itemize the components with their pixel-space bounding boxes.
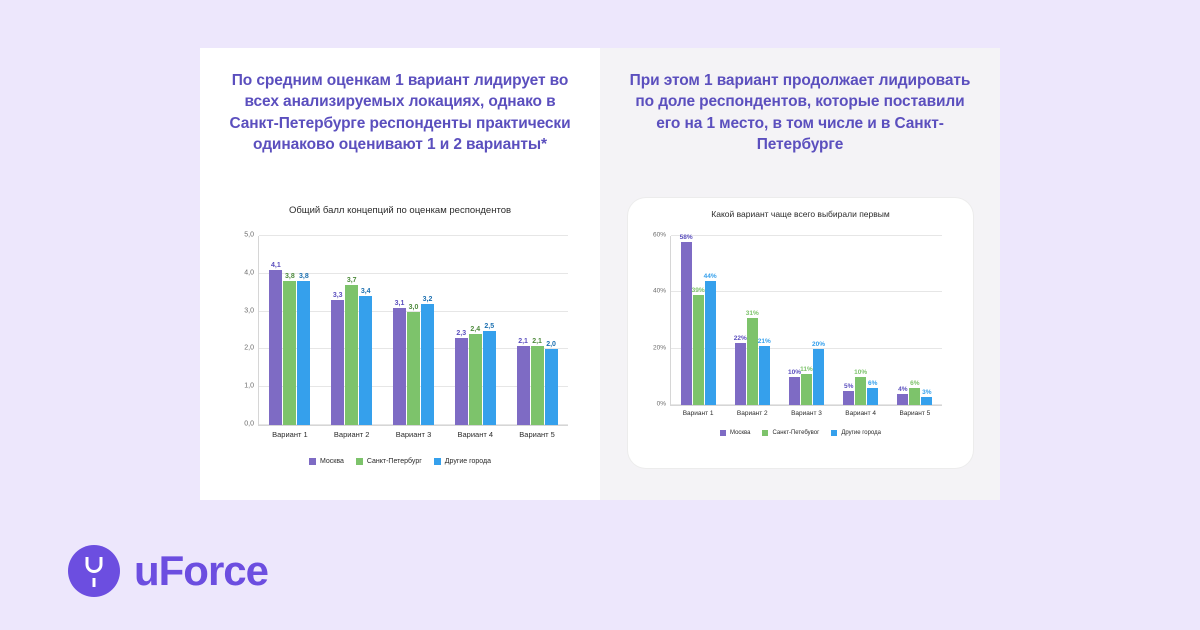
bar-spb[interactable] — [531, 337, 544, 425]
bar-value: 31% — [745, 309, 759, 317]
legend-first-choice — [628, 430, 973, 436]
bar-value: 2,1 — [518, 337, 528, 345]
legend-label: Санкт-Петебувог — [772, 430, 820, 436]
ytick-1: 20% — [652, 344, 666, 352]
chart-title-average-scores: Общий балл концепций по оценкам респондентов — [288, 205, 512, 216]
brand-name: uForce — [134, 547, 269, 594]
x-label: Вариант 1 — [682, 410, 714, 417]
legend-label: Москва — [319, 458, 344, 465]
bar-moscow[interactable] — [733, 335, 747, 405]
bar-value: 2,5 — [484, 322, 495, 330]
bar-spb[interactable] — [745, 309, 759, 405]
bar-other[interactable] — [297, 273, 310, 425]
panel-right — [600, 48, 1000, 500]
bar-value: 2,1 — [532, 337, 542, 345]
x-label: Вариант 2 — [736, 410, 768, 417]
bar-value: 3,3 — [332, 292, 343, 300]
bar-value: 6% — [910, 380, 920, 388]
bar-value: 44% — [703, 273, 717, 281]
legend-label: Другие города — [841, 430, 881, 436]
slide — [200, 48, 1000, 500]
bar-other[interactable] — [757, 337, 771, 405]
bar-group — [331, 236, 372, 425]
x-label: Вариант 4 — [457, 430, 494, 439]
ytick-0: 0% — [656, 400, 666, 408]
x-axis-labels-first-choice — [671, 405, 942, 417]
headline-right: При этом 1 вариант продолжает лидировать по доле респондентов, которые поставили его на 1 место, в том числе и в Санкт-Петербурге — [629, 72, 971, 154]
bar-value: 5% — [843, 382, 854, 390]
bar-spb[interactable] — [283, 273, 296, 425]
bar-moscow[interactable] — [331, 292, 344, 425]
bar-moscow[interactable] — [269, 262, 282, 425]
chart-card-average-scores — [218, 196, 582, 486]
legend-label: Санкт-Петербург — [366, 458, 422, 465]
bar-value: 2,4 — [470, 326, 481, 334]
bar-group — [269, 236, 310, 425]
ytick-1: 1,0 — [244, 382, 254, 390]
bar-spb[interactable] — [345, 277, 358, 425]
bar-value: 11% — [800, 366, 813, 374]
bar-other[interactable] — [359, 288, 372, 425]
chart-card-first-choice — [628, 198, 973, 468]
bar-spb[interactable] — [800, 366, 813, 405]
plot-area-first-choice — [652, 231, 942, 417]
bar-value: 3,4 — [360, 288, 371, 296]
ytick-0: 0,0 — [244, 420, 254, 428]
bar-other[interactable] — [811, 340, 825, 405]
legend-item-other[interactable] — [831, 430, 881, 436]
legend-swatch-icon — [762, 430, 768, 436]
ytick-2: 40% — [652, 287, 666, 295]
bar-spb[interactable] — [854, 368, 868, 405]
legend-item-moscow[interactable] — [309, 458, 344, 465]
bar-other[interactable] — [421, 296, 434, 425]
bar-groups-first-choice — [671, 233, 942, 405]
legend-item-spb[interactable] — [762, 430, 819, 436]
bar-value: 3,8 — [299, 273, 309, 281]
x-axis-labels-average-scores — [259, 425, 568, 439]
x-label: Вариант 5 — [899, 410, 931, 417]
uforce-logo-icon — [68, 545, 120, 597]
bar-value: 3,0 — [408, 303, 419, 311]
bar-group — [455, 236, 496, 425]
bar-value: 20% — [811, 340, 825, 348]
bar-moscow[interactable] — [393, 299, 406, 425]
bar-spb[interactable] — [407, 303, 420, 425]
brand-footer — [68, 545, 268, 597]
ytick-2: 2,0 — [244, 344, 254, 352]
bar-group — [843, 236, 878, 405]
legend-item-moscow[interactable] — [720, 430, 750, 436]
legend-swatch-icon — [356, 458, 363, 465]
legend-item-spb[interactable] — [356, 458, 422, 465]
bar-group — [897, 236, 932, 405]
bar-moscow[interactable] — [843, 382, 854, 405]
headline-left: По средним оценкам 1 вариант лидирует во всех анализируемых локациях, однако в Санкт-Петербурге респонденты практически одинаково оценивают 1 и 2 варианты* — [229, 72, 571, 154]
x-label: Вариант 3 — [791, 410, 822, 417]
bar-value: 6% — [867, 380, 878, 388]
bar-value: 2,3 — [456, 330, 467, 338]
legend-swatch-icon — [309, 458, 316, 465]
bar-value: 58% — [679, 233, 693, 241]
bar-value: 10% — [787, 368, 801, 376]
bar-group — [679, 233, 717, 405]
bar-value: 39% — [691, 287, 705, 295]
bar-value: 2,0 — [546, 341, 556, 349]
bar-group — [789, 236, 824, 405]
ytick-3: 3,0 — [244, 307, 254, 315]
bar-value: 21% — [757, 337, 771, 345]
bar-spb[interactable] — [691, 287, 705, 405]
bar-value: 3,1 — [394, 299, 405, 307]
bar-other[interactable] — [703, 273, 717, 405]
plot-area-average-scores — [244, 231, 568, 439]
bar-other[interactable] — [545, 341, 558, 425]
bar-group — [393, 236, 434, 425]
bar-group — [517, 236, 558, 425]
legend-label: Другие города — [444, 458, 492, 465]
chart-title-first-choice: Какой вариант чаще всего выбирали первым — [711, 209, 890, 219]
x-label: Вариант 1 — [272, 430, 308, 439]
bar-moscow[interactable] — [897, 385, 908, 405]
x-label: Вариант 3 — [395, 430, 432, 439]
bar-moscow[interactable] — [517, 337, 530, 425]
bar-value: 4% — [898, 385, 908, 393]
x-label: Вариант 5 — [519, 430, 555, 439]
bar-other[interactable] — [867, 380, 878, 405]
legend-swatch-icon — [720, 430, 726, 436]
bar-value: 3% — [922, 388, 932, 396]
bar-spb[interactable] — [469, 326, 482, 425]
legend-item-other[interactable] — [434, 458, 491, 465]
ytick-5: 5,0 — [244, 231, 254, 239]
ytick-3: 60% — [652, 231, 666, 239]
bar-other[interactable] — [921, 388, 932, 405]
legend-average-scores — [218, 458, 582, 465]
x-label: Вариант 4 — [845, 410, 877, 417]
bar-value: 3,2 — [422, 296, 433, 304]
legend-label: Москва — [730, 430, 751, 436]
bar-moscow[interactable] — [455, 330, 468, 425]
bar-value: 3,8 — [285, 273, 295, 281]
bar-moscow[interactable] — [679, 233, 693, 405]
bar-groups-average-scores — [259, 236, 568, 425]
legend-swatch-icon — [831, 430, 837, 436]
bar-spb[interactable] — [909, 380, 920, 405]
bar-group — [735, 236, 770, 405]
ytick-4: 4,0 — [244, 269, 254, 277]
panel-left — [200, 48, 600, 500]
bar-value: 3,7 — [346, 277, 357, 285]
x-label: Вариант 2 — [333, 430, 370, 439]
bar-value: 22% — [733, 335, 747, 343]
bar-other[interactable] — [483, 322, 496, 426]
bar-moscow[interactable] — [787, 368, 801, 405]
legend-swatch-icon — [434, 458, 441, 465]
bar-value: 10% — [854, 368, 868, 376]
bar-value: 4,1 — [271, 262, 281, 270]
